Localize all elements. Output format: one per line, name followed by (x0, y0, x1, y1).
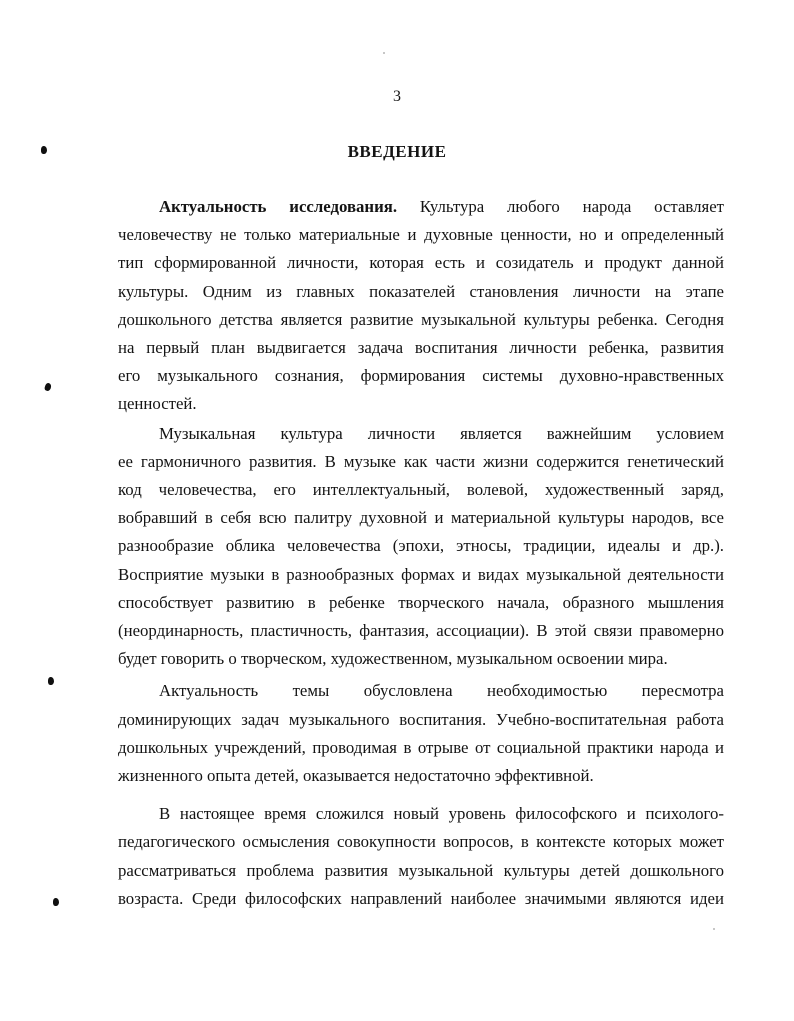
paragraph-line: педагогического осмысления совокупности вопросов, в контексте которых может (118, 832, 724, 852)
section-title: ВВЕДЕНИЕ (347, 142, 447, 161)
paragraph-line: код человечества, его интеллектуальный, волевой, художественный заряд, (118, 480, 724, 500)
body-text (118, 193, 724, 913)
paragraph-line: ее гармоничного развития. В музыке как части жизни содержится генетический (118, 451, 724, 471)
paragraph-line: доминирующих задач музыкального воспитания. Учебно-воспитательная работа (118, 709, 724, 729)
paragraph-line: его музыкального сознания, формирования системы духовно-нравственных (118, 366, 724, 386)
paragraph-line: дошкольного детства является развитие музыкальной культуры ребенка. Сегодня (118, 309, 724, 329)
margin-mark-dot (44, 382, 52, 392)
scan-speck (713, 928, 715, 930)
paragraph-line: Восприятие музыки в разнообразных формах и видах музыкальной деятельности (118, 564, 724, 584)
line-text: Культура любого народа оставляет (397, 197, 724, 216)
paragraph-line: рассматриваться проблема развития музыкальной культуры детей дошкольного (118, 860, 724, 880)
paragraph-line: культуры. Одним из главных показателей становления личности на этапе (118, 281, 724, 301)
paragraph-line: на первый план выдвигается задача воспитания личности ребенка, развития (118, 338, 724, 358)
paragraph-line: разнообразие облика человечества (эпохи, этносы, традиции, идеалы и др.). (118, 536, 724, 556)
paragraph-line: вобравший в себя всю палитру духовной и материальной культуры народов, все (118, 508, 724, 528)
bold-lead-phrase: Актуальность исследования. (159, 197, 398, 216)
paragraph-line: (неординарность, пластичность, фантазия, ассоциации). В этой связи правомерно (118, 621, 724, 641)
paragraph-line: возраста. Среди философских направлений наиболее значимыми являются идеи (118, 888, 724, 908)
scan-speck (383, 52, 385, 54)
paragraph-line: человечеству не только материальные и духовные ценности, но и определенный (118, 225, 724, 245)
paragraph-line: Актуальность темы обусловлена необходимостью пересмотра (159, 681, 724, 701)
paragraph-line: будет говорить о творческом, художественном, музыкальном освоении мира. (118, 649, 668, 669)
paragraph-line: ценностей. (118, 394, 197, 414)
paragraph-line: Музыкальная культура личности является важнейшим условием (159, 423, 724, 443)
margin-mark-dot (48, 677, 54, 685)
paragraph-line: тип сформированной личности, которая есть и созидатель и продукт данной (118, 253, 724, 273)
paragraph-line: В настоящее время сложился новый уровень философского и психолого- (159, 804, 724, 824)
paragraph-line: дошкольных учреждений, проводимая в отрыве от социальной практики народа и (118, 737, 724, 757)
paragraph-line: способствует развитию в ребенке творческого начала, образного мышления (118, 592, 724, 612)
paragraph-gap (118, 790, 724, 800)
paragraph-line: жизненного опыта детей, оказывается недостаточно эффективной. (118, 766, 594, 786)
paragraph-line (118, 193, 724, 221)
margin-mark-dot (41, 146, 47, 154)
margin-mark-dot (53, 898, 59, 906)
page-number: 3 (393, 88, 401, 105)
